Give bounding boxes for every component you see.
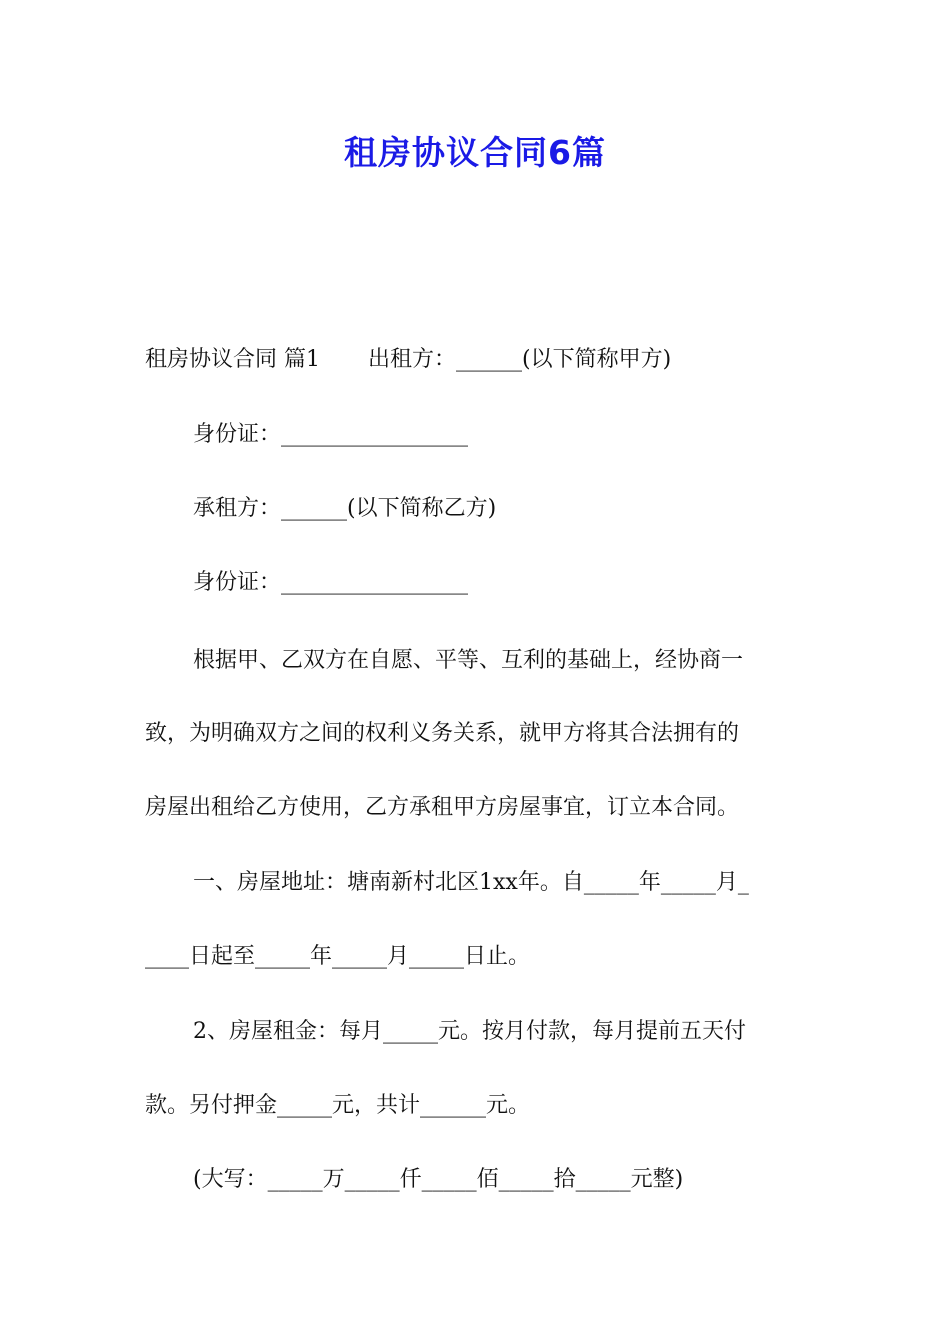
clause-address-line: ____日起至_____年_____月_____日止。	[145, 944, 531, 969]
lessee-line: 承租方：______(以下简称乙方)	[193, 496, 497, 521]
contract-section-label: 租房协议合同 篇1	[145, 347, 320, 372]
lessee-id-line: 身份证：_________________	[193, 570, 469, 595]
lessor-field: 出租方：______(以下简称甲方)	[368, 347, 672, 372]
clause-rent-uppercase-line: (大写：_____万_____仟_____佰_____拾_____元整)	[193, 1167, 684, 1192]
paragraph-line: 致，为明确双方之间的权利义务关系，就甲方将其合法拥有的	[145, 721, 740, 746]
paragraph-line: 房屋出租给乙方使用，乙方承租甲方房屋事宜，订立本合同。	[145, 795, 740, 820]
clause-address-line: 一、房屋地址：塘南新村北区1xx年。自_____年_____月_	[193, 870, 749, 895]
lessor-id-line: 身份证：_________________	[193, 422, 469, 447]
clause-rent-line: 2、房屋租金：每月_____元。按月付款，每月提前五天付	[193, 1019, 746, 1044]
paragraph-line: 根据甲、乙双方在自愿、平等、互利的基础上，经协商一	[193, 648, 744, 673]
clause-rent-line: 款。另付押金_____元，共计______元。	[145, 1093, 531, 1118]
contract-heading-line	[145, 344, 810, 376]
document-title: 租房协议合同6篇	[344, 133, 606, 172]
